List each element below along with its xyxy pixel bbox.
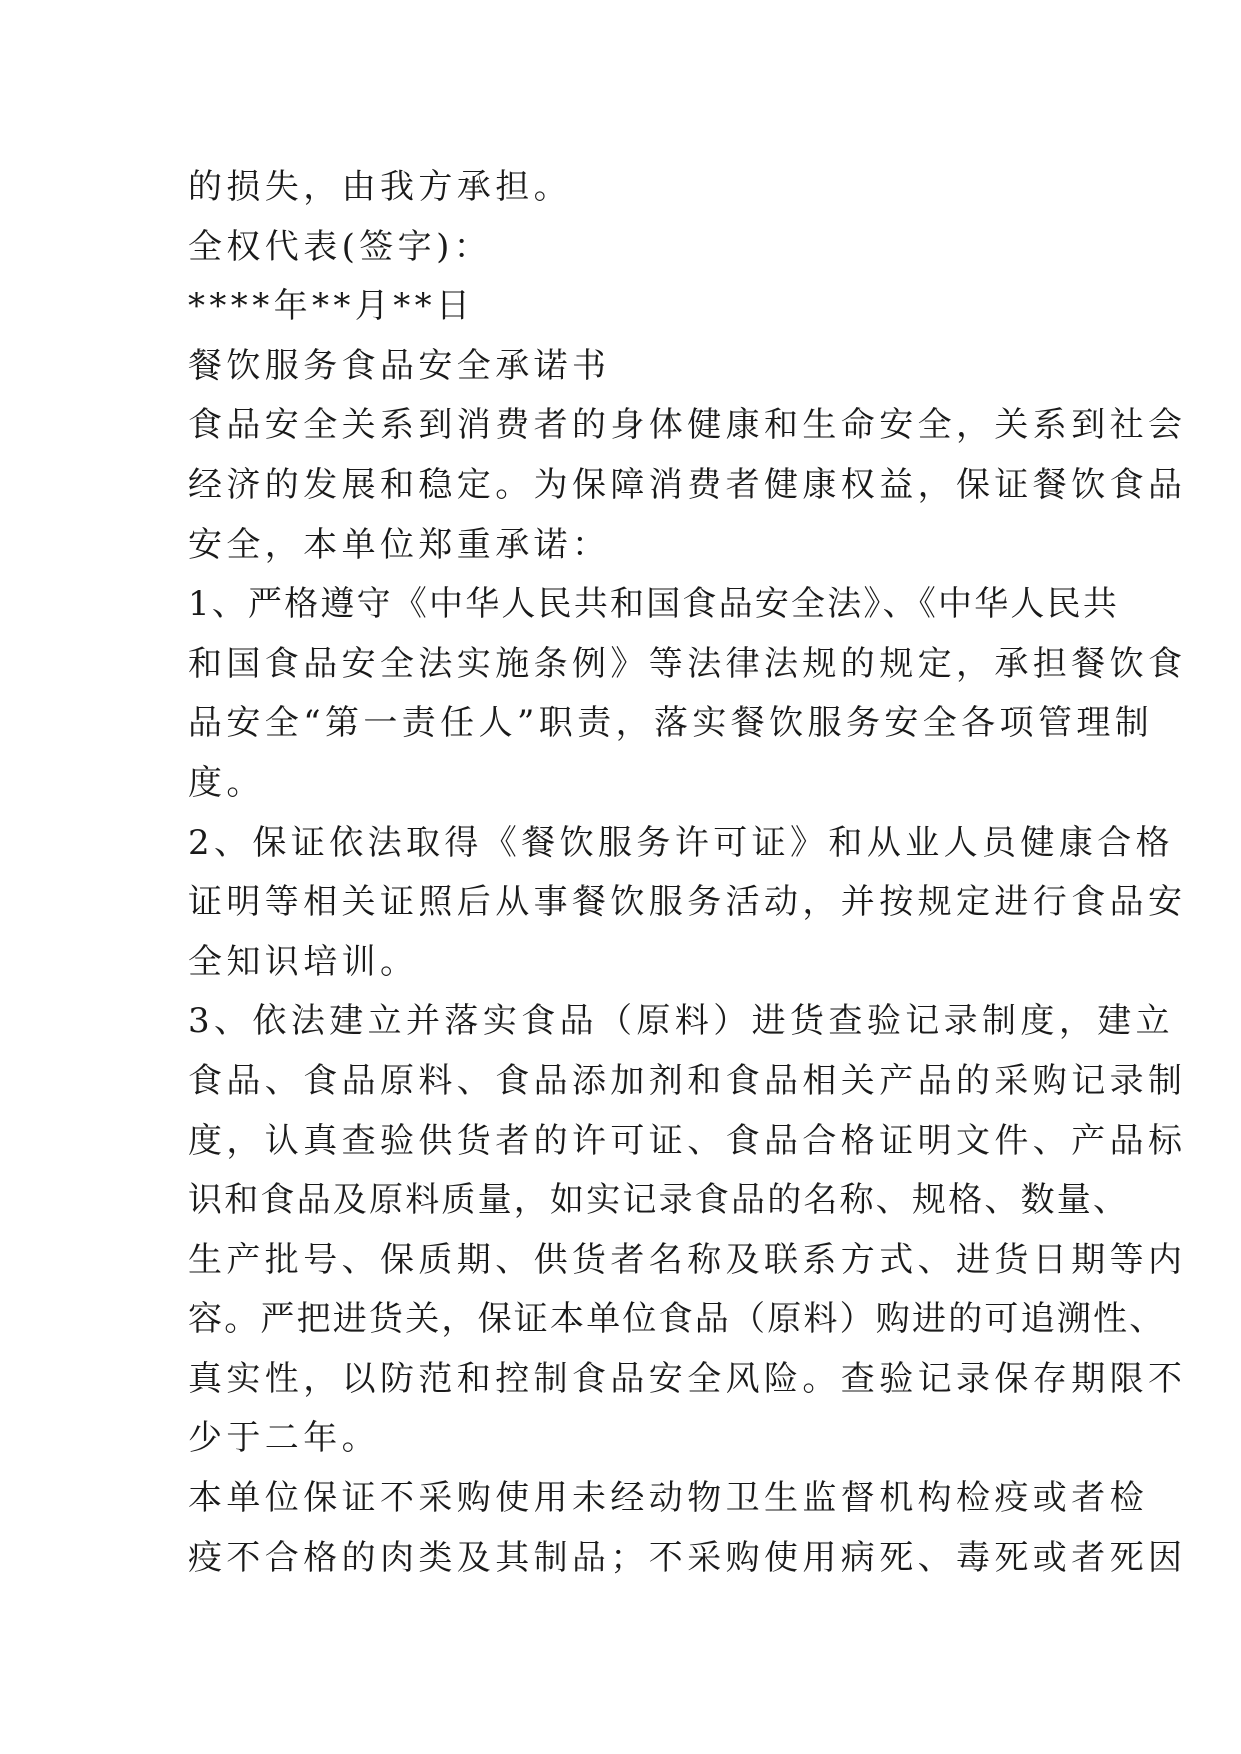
- text-line: 1、严格遵守《中华人民共和国食品安全法》、《中华人民共: [188, 584, 1120, 625]
- text-line: 经济的发展和稳定。为保障消费者健康权益，保证餐饮食品: [188, 464, 1187, 505]
- text-line: 度。: [188, 762, 265, 803]
- text-line: 品安全“第一责任人”职责，落实餐饮服务安全各项管理制: [188, 703, 1154, 744]
- text-line: 生产批号、保质期、供货者名称及联系方式、进货日期等内: [188, 1239, 1187, 1280]
- text-line: 识和食品及原料质量，如实记录食品的名称、规格、数量、: [188, 1180, 1130, 1221]
- text-line: 容。严把进货关，保证本单位食品（原料）购进的可追溯性、: [188, 1299, 1166, 1340]
- text-line: 2、保证依法取得《餐饮服务许可证》和从业人员健康合格: [188, 822, 1175, 863]
- text-line: 3、依法建立并落实食品（原料）进货查验记录制度，建立: [188, 1001, 1175, 1042]
- text-line: 全知识培训。: [188, 941, 419, 982]
- text-line: 食品安全关系到消费者的身体健康和生命安全，关系到社会: [188, 405, 1187, 446]
- document-title: 餐饮服务食品安全承诺书: [188, 345, 611, 386]
- text-line: 食品、食品原料、食品添加剂和食品相关产品的采购记录制: [188, 1060, 1187, 1101]
- text-line: 度，认真查验供货者的许可证、食品合格证明文件、产品标: [188, 1120, 1187, 1161]
- document-body: [188, 158, 1187, 1588]
- text-line: 少于二年。: [188, 1418, 380, 1459]
- text-line: 证明等相关证照后从事餐饮服务活动，并按规定进行食品安: [188, 882, 1187, 923]
- signature-label: 全权代表(签字)：: [188, 226, 493, 267]
- text-line: 安全，本单位郑重承诺：: [188, 524, 611, 565]
- text-line: 真实性，以防范和控制食品安全风险。查验记录保存期限不: [188, 1358, 1187, 1399]
- date-line: ****年**月**日: [188, 286, 475, 327]
- text-line: 的损失，由我方承担。: [188, 167, 572, 207]
- text-line: 和国食品安全法实施条例》等法律法规的规定，承担餐饮食: [188, 643, 1187, 684]
- text-line: 疫不合格的肉类及其制品；不采购使用病死、毒死或者死因: [188, 1537, 1187, 1578]
- text-line: 本单位保证不采购使用未经动物卫生监督机构检疫或者检: [188, 1478, 1148, 1519]
